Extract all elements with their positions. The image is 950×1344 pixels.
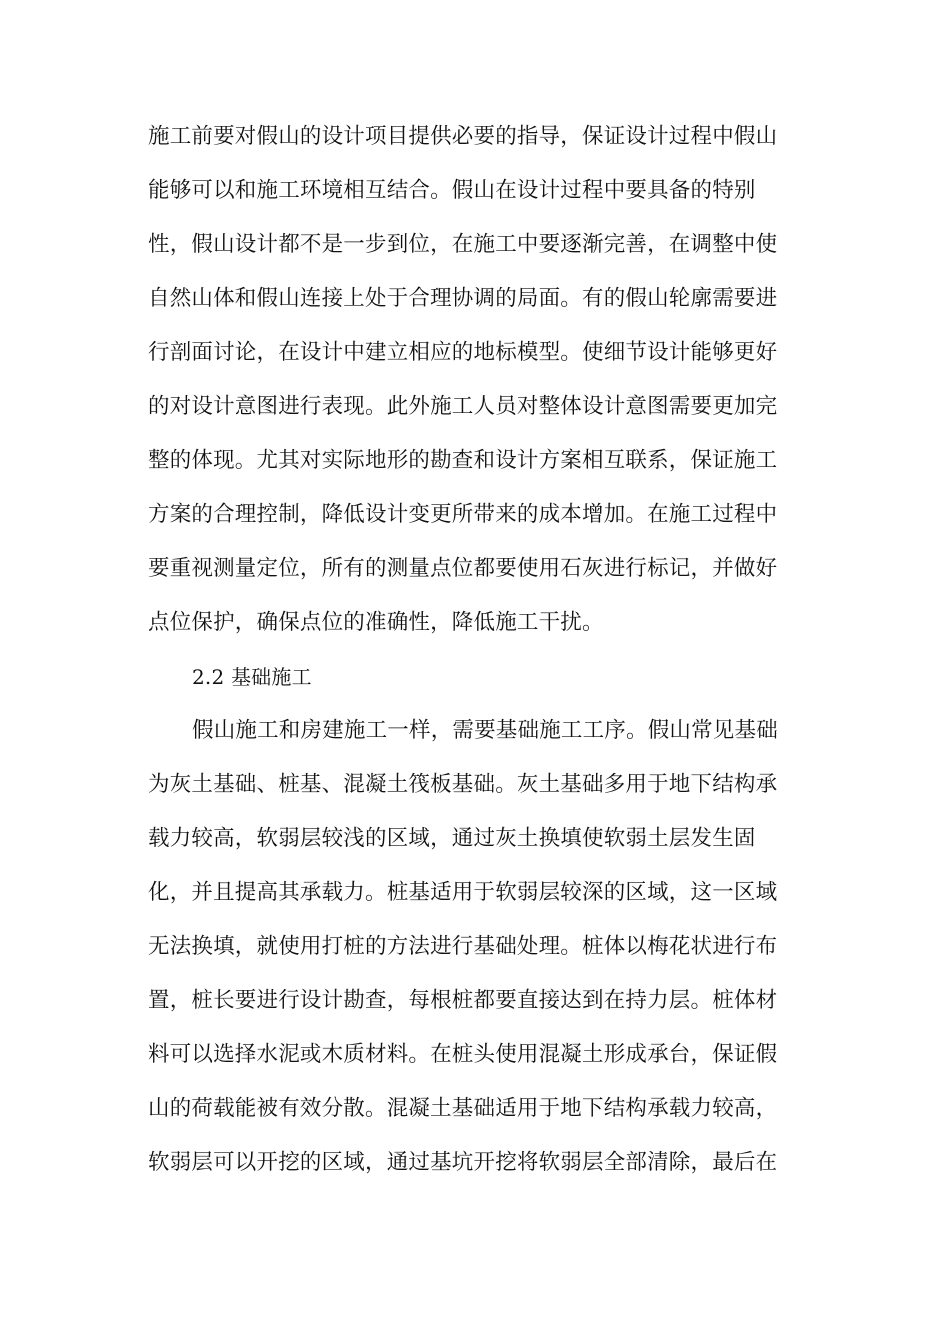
text-line: 方案的合理控制，降低设计变更所带来的成本增加。在施工过程中	[148, 502, 778, 527]
text-line: 置，桩长要进行设计勘查，每根桩都要直接达到在持力层。桩体材	[148, 988, 778, 1013]
paragraph-2	[148, 704, 808, 1190]
section-heading: 2.2 基础施工	[192, 665, 312, 689]
text-line: 行剖面讨论，在设计中建立相应的地标模型。使细节设计能够更好	[148, 340, 778, 365]
text-line: 为灰土基础、桩基、混凝土筏板基础。灰土基础多用于地下结构承	[148, 772, 778, 797]
text-line: 载力较高，软弱层较浅的区域，通过灰土换填使软弱土层发生固	[148, 826, 756, 851]
text-line: 要重视测量定位，所有的测量点位都要使用石灰进行标记，并做好	[148, 556, 778, 581]
text-line: 山的荷载能被有效分散。混凝土基础适用于地下结构承载力较高，	[148, 1096, 778, 1121]
document-body	[148, 110, 808, 1190]
text-line: 无法换填，就使用打桩的方法进行基础处理。桩体以梅花状进行布	[148, 934, 778, 959]
text-line: 料可以选择水泥或木质材料。在桩头使用混凝土形成承台，保证假	[148, 1042, 778, 1067]
text-line: 软弱层可以开挖的区域，通过基坑开挖将软弱层全部清除，最后在	[148, 1150, 778, 1175]
text-line: 的对设计意图进行表现。此外施工人员对整体设计意图需要更加完	[148, 394, 778, 419]
text-line: 整的体现。尤其对实际地形的勘查和设计方案相互联系，保证施工	[148, 448, 778, 473]
text-line: 点位保护，确保点位的准确性，降低施工干扰。	[148, 610, 604, 635]
text-line: 施工前要对假山的设计项目提供必要的指导，保证设计过程中假山	[148, 124, 778, 149]
text-line: 化，并且提高其承载力。桩基适用于软弱层较深的区域，这一区域	[148, 880, 778, 905]
text-line: 性，假山设计都不是一步到位，在施工中要逐渐完善，在调整中使	[148, 232, 778, 257]
text-line: 能够可以和施工环境相互结合。假山在设计过程中要具备的特别	[148, 178, 756, 203]
paragraph-1	[148, 110, 808, 650]
text-line: 假山施工和房建施工一样，需要基础施工工序。假山常见基础	[192, 718, 778, 743]
text-line: 自然山体和假山连接上处于合理协调的局面。有的假山轮廓需要进	[148, 286, 778, 311]
